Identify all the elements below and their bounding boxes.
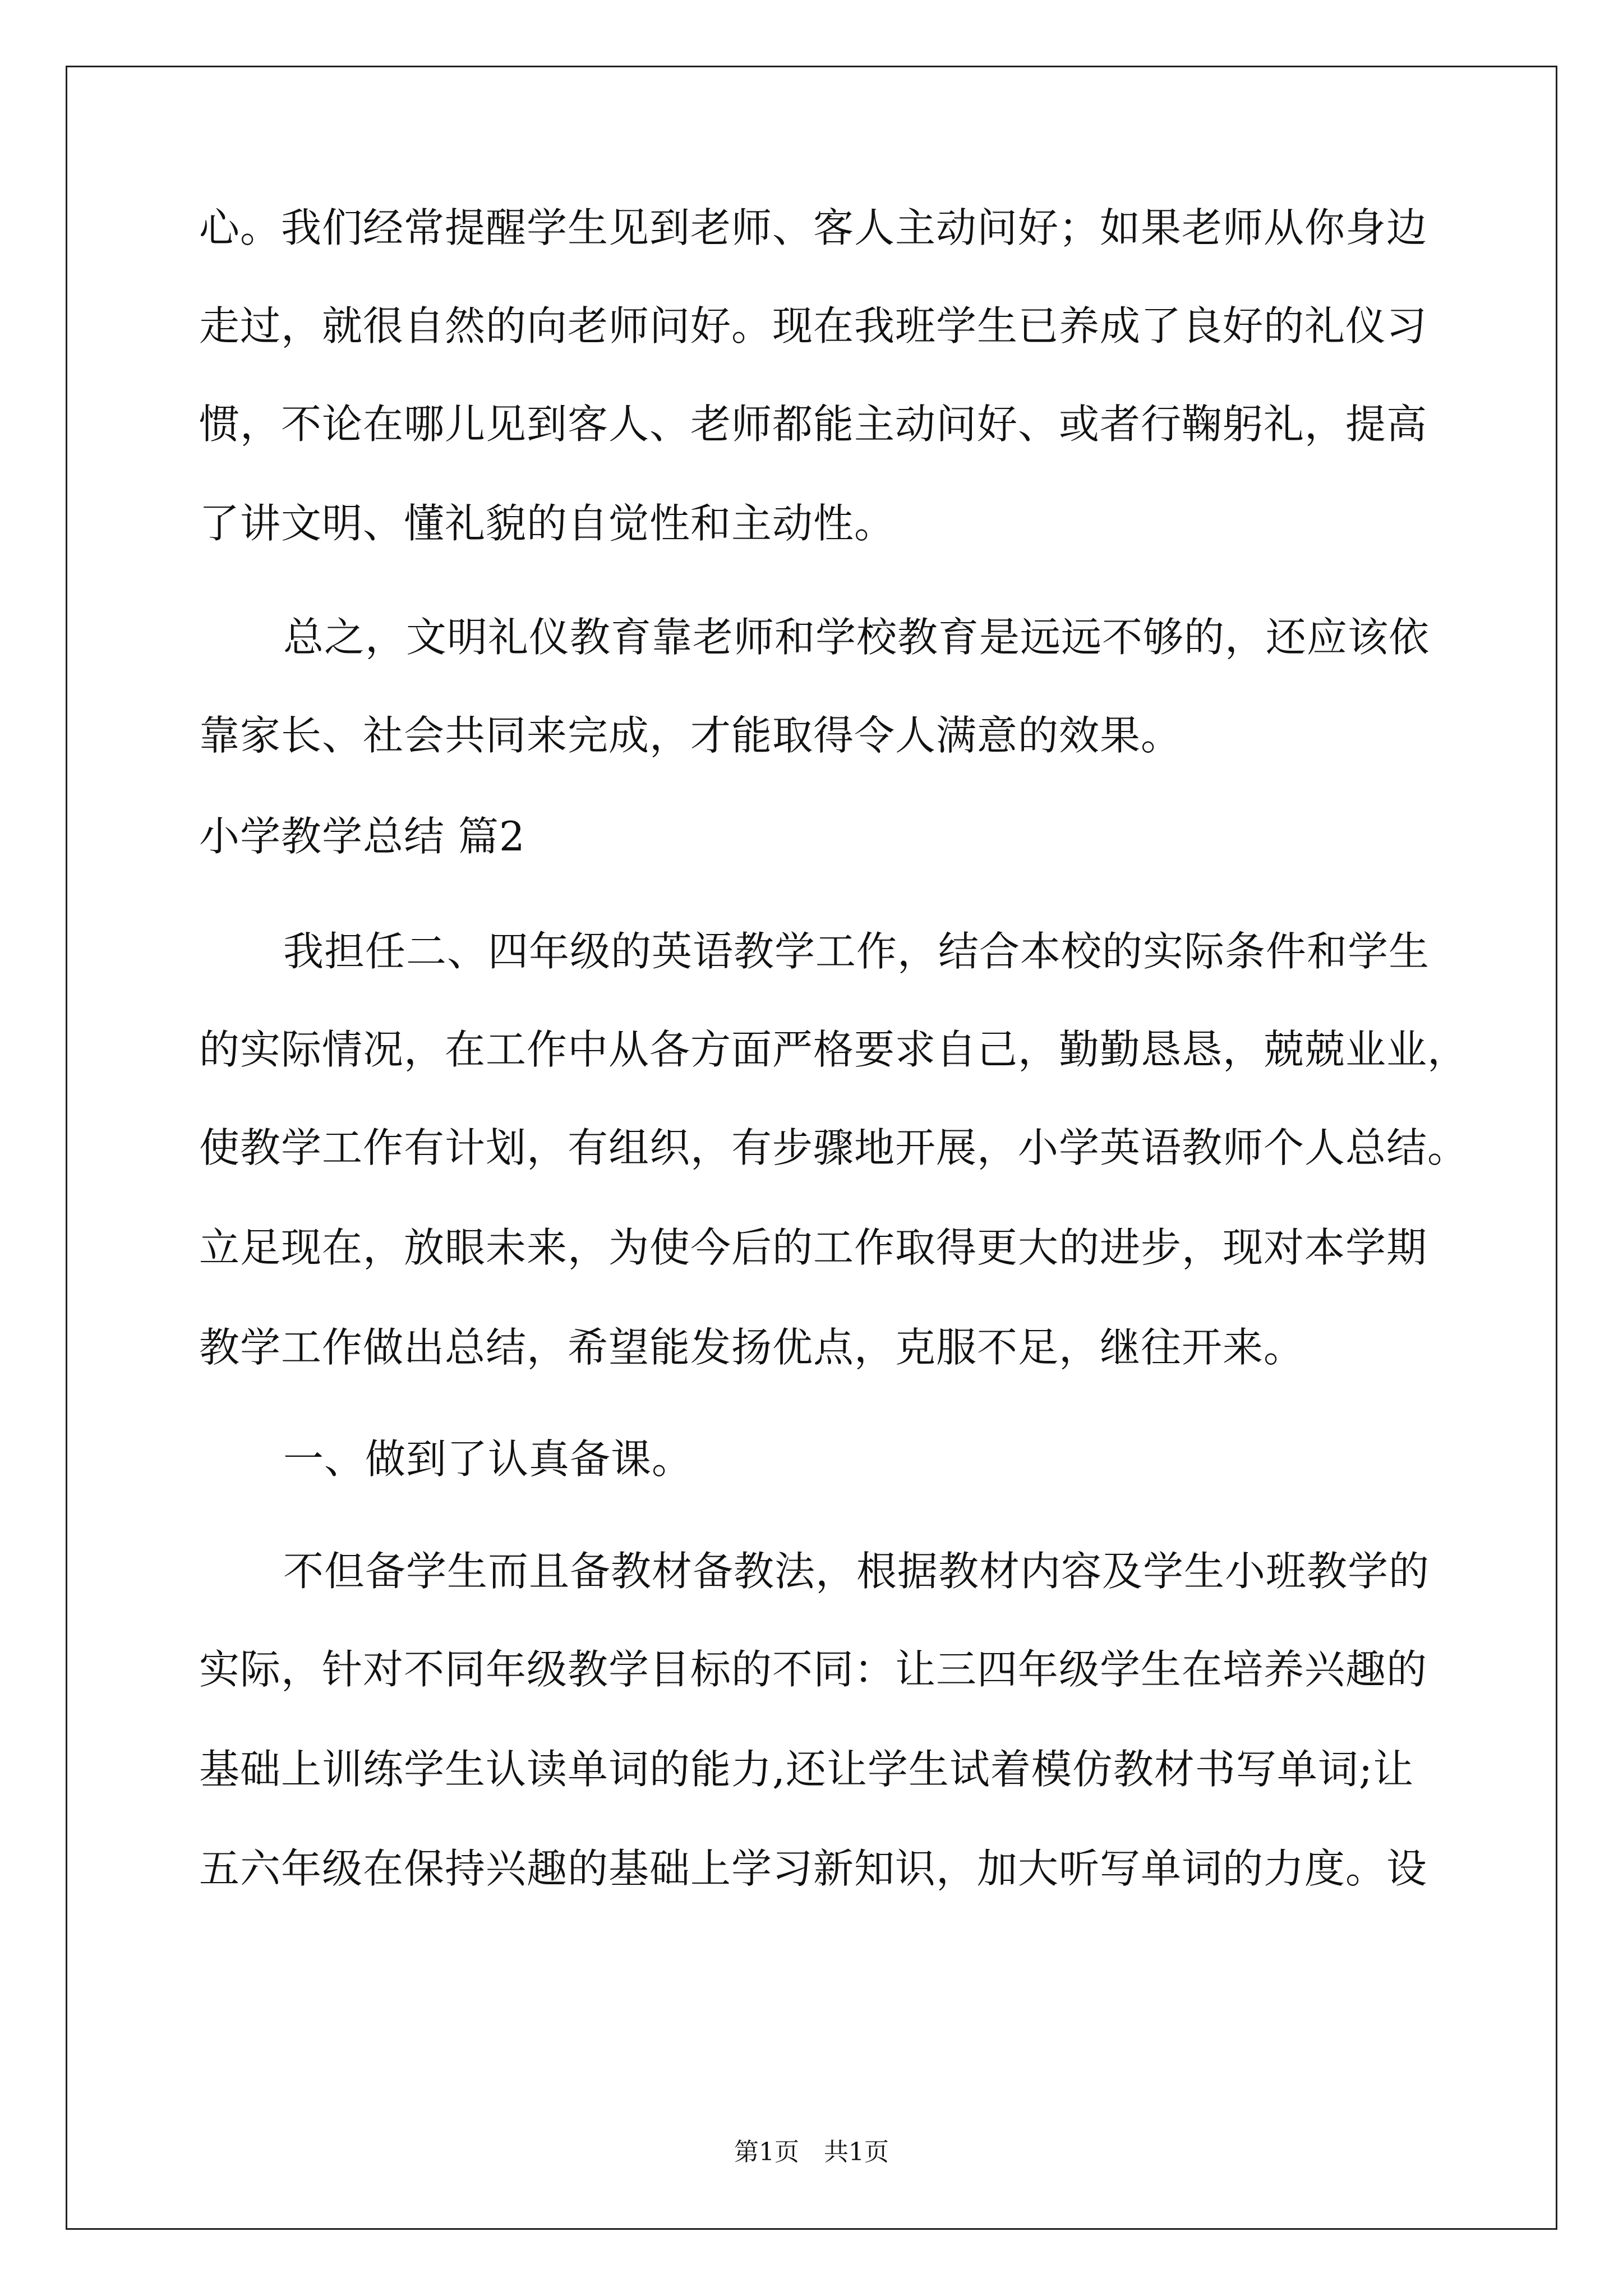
- paragraph-start: 总之，文明礼仪教育靠老师和学校教育是远远不够的，还应该依: [283, 614, 1430, 661]
- text-line: 基础上训练学生认读单词的能力,还让学生试着模仿教材书写单词;让: [199, 1746, 1414, 1793]
- text-line: 立足现在，放眼未来，为使今后的工作取得更大的进步，现对本学期: [199, 1224, 1428, 1271]
- section-heading: 小学教学总结 篇2: [199, 813, 525, 860]
- text-line: 了讲文明、懂礼貌的自觉性和主动性。: [199, 500, 896, 547]
- subheading: 一、做到了认真备课。: [283, 1435, 693, 1483]
- text-line: 心。我们经常提醒学生见到老师、客人主动问好；如果老师从你身边: [199, 204, 1428, 251]
- text-line: 惯，不论在哪儿见到客人、老师都能主动问好、或者行鞠躬礼，提高: [199, 401, 1428, 448]
- text-line: 使教学工作有计划，有组织，有步骤地开展，小学英语教师个人总结。: [199, 1124, 1469, 1171]
- text-line: 教学工作做出总结，希望能发扬优点，克服不足，继往开来。: [199, 1324, 1305, 1371]
- text-line: 实际，针对不同年级教学目标的不同：让三四年级学生在培养兴趣的: [199, 1646, 1428, 1693]
- text-line: 靠家长、社会共同来完成，才能取得令人满意的效果。: [199, 712, 1182, 759]
- paragraph-start: 我担任二、四年级的英语教学工作，结合本校的实际条件和学生: [283, 928, 1430, 975]
- paragraph-start: 不但备学生而且备教材备教法，根据教材内容及学生小班教学的: [283, 1548, 1430, 1595]
- page-footer: 第1页 共1页: [734, 2138, 889, 2166]
- text-line: 走过，就很自然的向老师问好。现在我班学生已养成了良好的礼仪习: [199, 302, 1428, 349]
- text-line: 五六年级在保持兴趣的基础上学习新知识，加大听写单词的力度。设: [199, 1845, 1428, 1892]
- text-line: 的实际情况，在工作中从各方面严格要求自己，勤勤恳恳，兢兢业业，: [199, 1026, 1469, 1073]
